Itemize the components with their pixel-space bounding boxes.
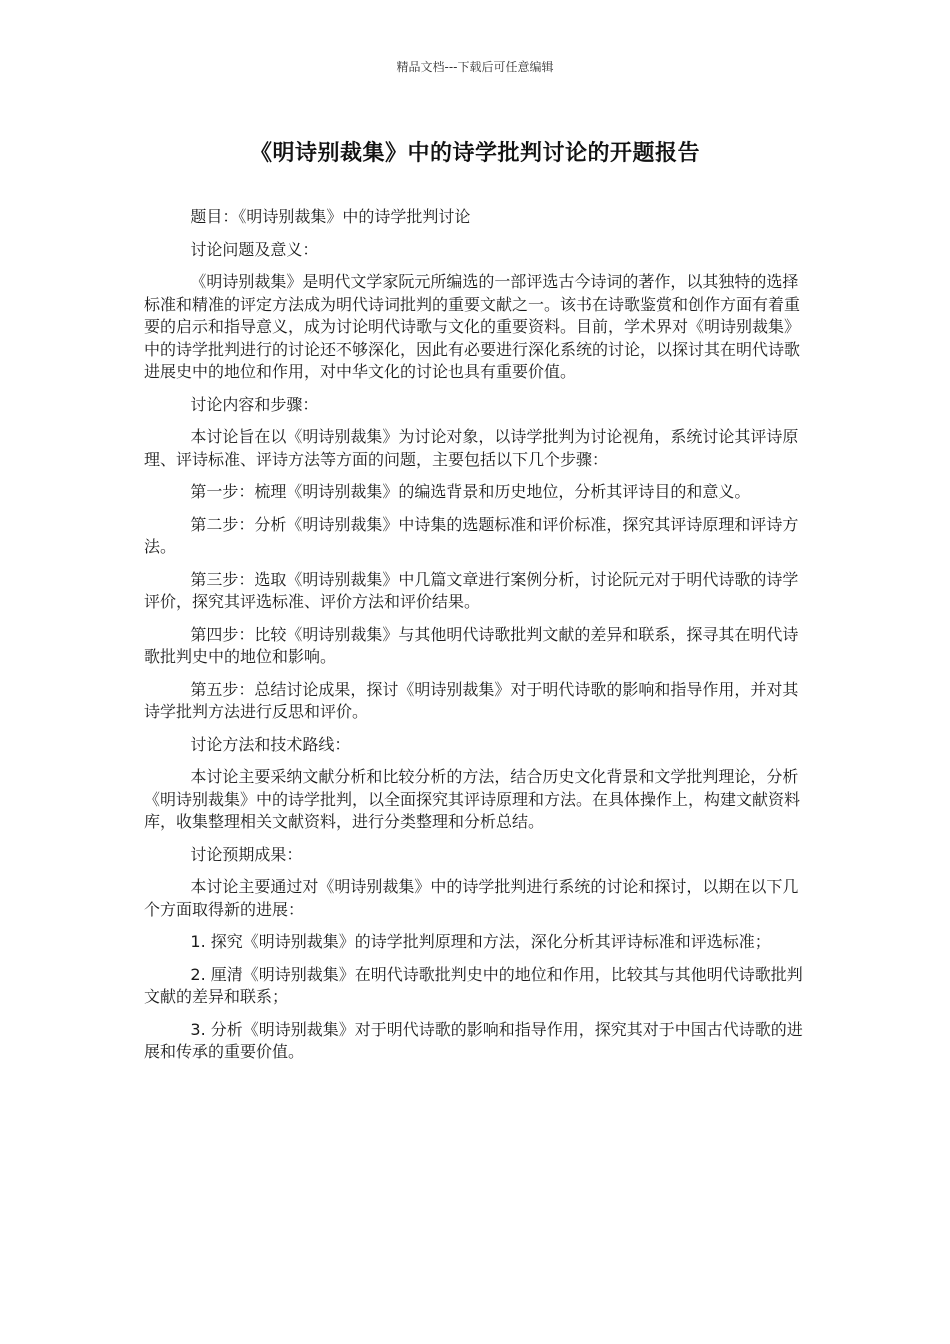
section-heading-content: 讨论内容和步骤： xyxy=(190,394,319,414)
outcome-item-1: 1. 探究《明诗别裁集》的诗学批判原理和方法，深化分析其评诗标准和评选标准； xyxy=(190,932,771,951)
section-heading-significance: 讨论问题及意义： xyxy=(190,239,319,259)
topic-line: 题目：《明诗别裁集》中的诗学批判讨论 xyxy=(190,207,471,226)
step-4: 第四步：比较《明诗别裁集》与其他明代诗歌批判文献的差异和联系，探寻其在明代诗歌批判史中的地位和影响。 xyxy=(144,624,799,666)
outcome-item-2: 2. 厘清《明诗别裁集》在明代诗歌批判史中的地位和作用，比较其与其他明代诗歌批判文献的差异和联系； xyxy=(144,964,803,1006)
step-3: 第三步：选取《明诗别裁集》中几篇文章进行案例分析，讨论阮元对于明代诗歌的诗学评价，探究其评选标准、评价方法和评价结果。 xyxy=(144,569,799,611)
section-heading-methods: 讨论方法和技术路线： xyxy=(190,734,351,754)
paragraph-methods: 本讨论主要采纳文献分析和比较分析的方法，结合历史文化背景和文学批判理论，分析《明诗别裁集》中的诗学批判，以全面探究其评诗原理和方法。在具体操作上，构建文献资料库，收集整理相关文献资料，进行分类整理和分析总结。 xyxy=(144,767,801,831)
document-title: 《明诗别裁集》中的诗学批判讨论的开题报告 xyxy=(249,141,700,166)
section-heading-outcomes: 讨论预期成果： xyxy=(190,844,303,864)
paragraph-outcomes-intro: 本讨论主要通过对《明诗别裁集》中的诗学批判进行系统的讨论和探讨，以期在以下几个方面取得新的进展： xyxy=(144,877,799,919)
step-1: 第一步：梳理《明诗别裁集》的编选背景和历史地位，分析其评诗目的和意义。 xyxy=(190,482,751,501)
paragraph-content-intro: 本讨论旨在以《明诗别裁集》为讨论对象，以诗学批判为讨论视角，系统讨论其评诗原理、评诗标准、评诗方法等方面的问题，主要包括以下几个步骤： xyxy=(144,427,799,469)
paragraph-significance: 《明诗别裁集》是明代文学家阮元所编选的一部评选古今诗词的著作，以其独特的选择标准和精准的评定方法成为明代诗词批判的重要文献之一。该书在诗歌鉴赏和创作方面有着重要的启示和指导意义，成为讨论明代诗歌与文化的重要资料。目前，学术界对《明诗别裁集》中的诗学批判进行的讨论还不够深化，因此有必要进行深化系统的讨论，以探讨其在明代诗歌进展史中的地位和作用，对中华文化的讨论也具有重要价值。 xyxy=(144,272,801,381)
header-note: 精品文档---下载后可任意编辑 xyxy=(396,60,554,74)
outcome-item-3: 3. 分析《明诗别裁集》对于明代诗歌的影响和指导作用，探究其对于中国古代诗歌的进展和传承的重要价值。 xyxy=(144,1019,803,1061)
step-2: 第二步：分析《明诗别裁集》中诗集的选题标准和评价标准，探究其评诗原理和评诗方法。 xyxy=(144,514,799,556)
document-body xyxy=(144,206,808,1074)
step-5: 第五步：总结讨论成果，探讨《明诗别裁集》对于明代诗歌的影响和指导作用，并对其诗学批判方法进行反思和评价。 xyxy=(144,679,799,721)
